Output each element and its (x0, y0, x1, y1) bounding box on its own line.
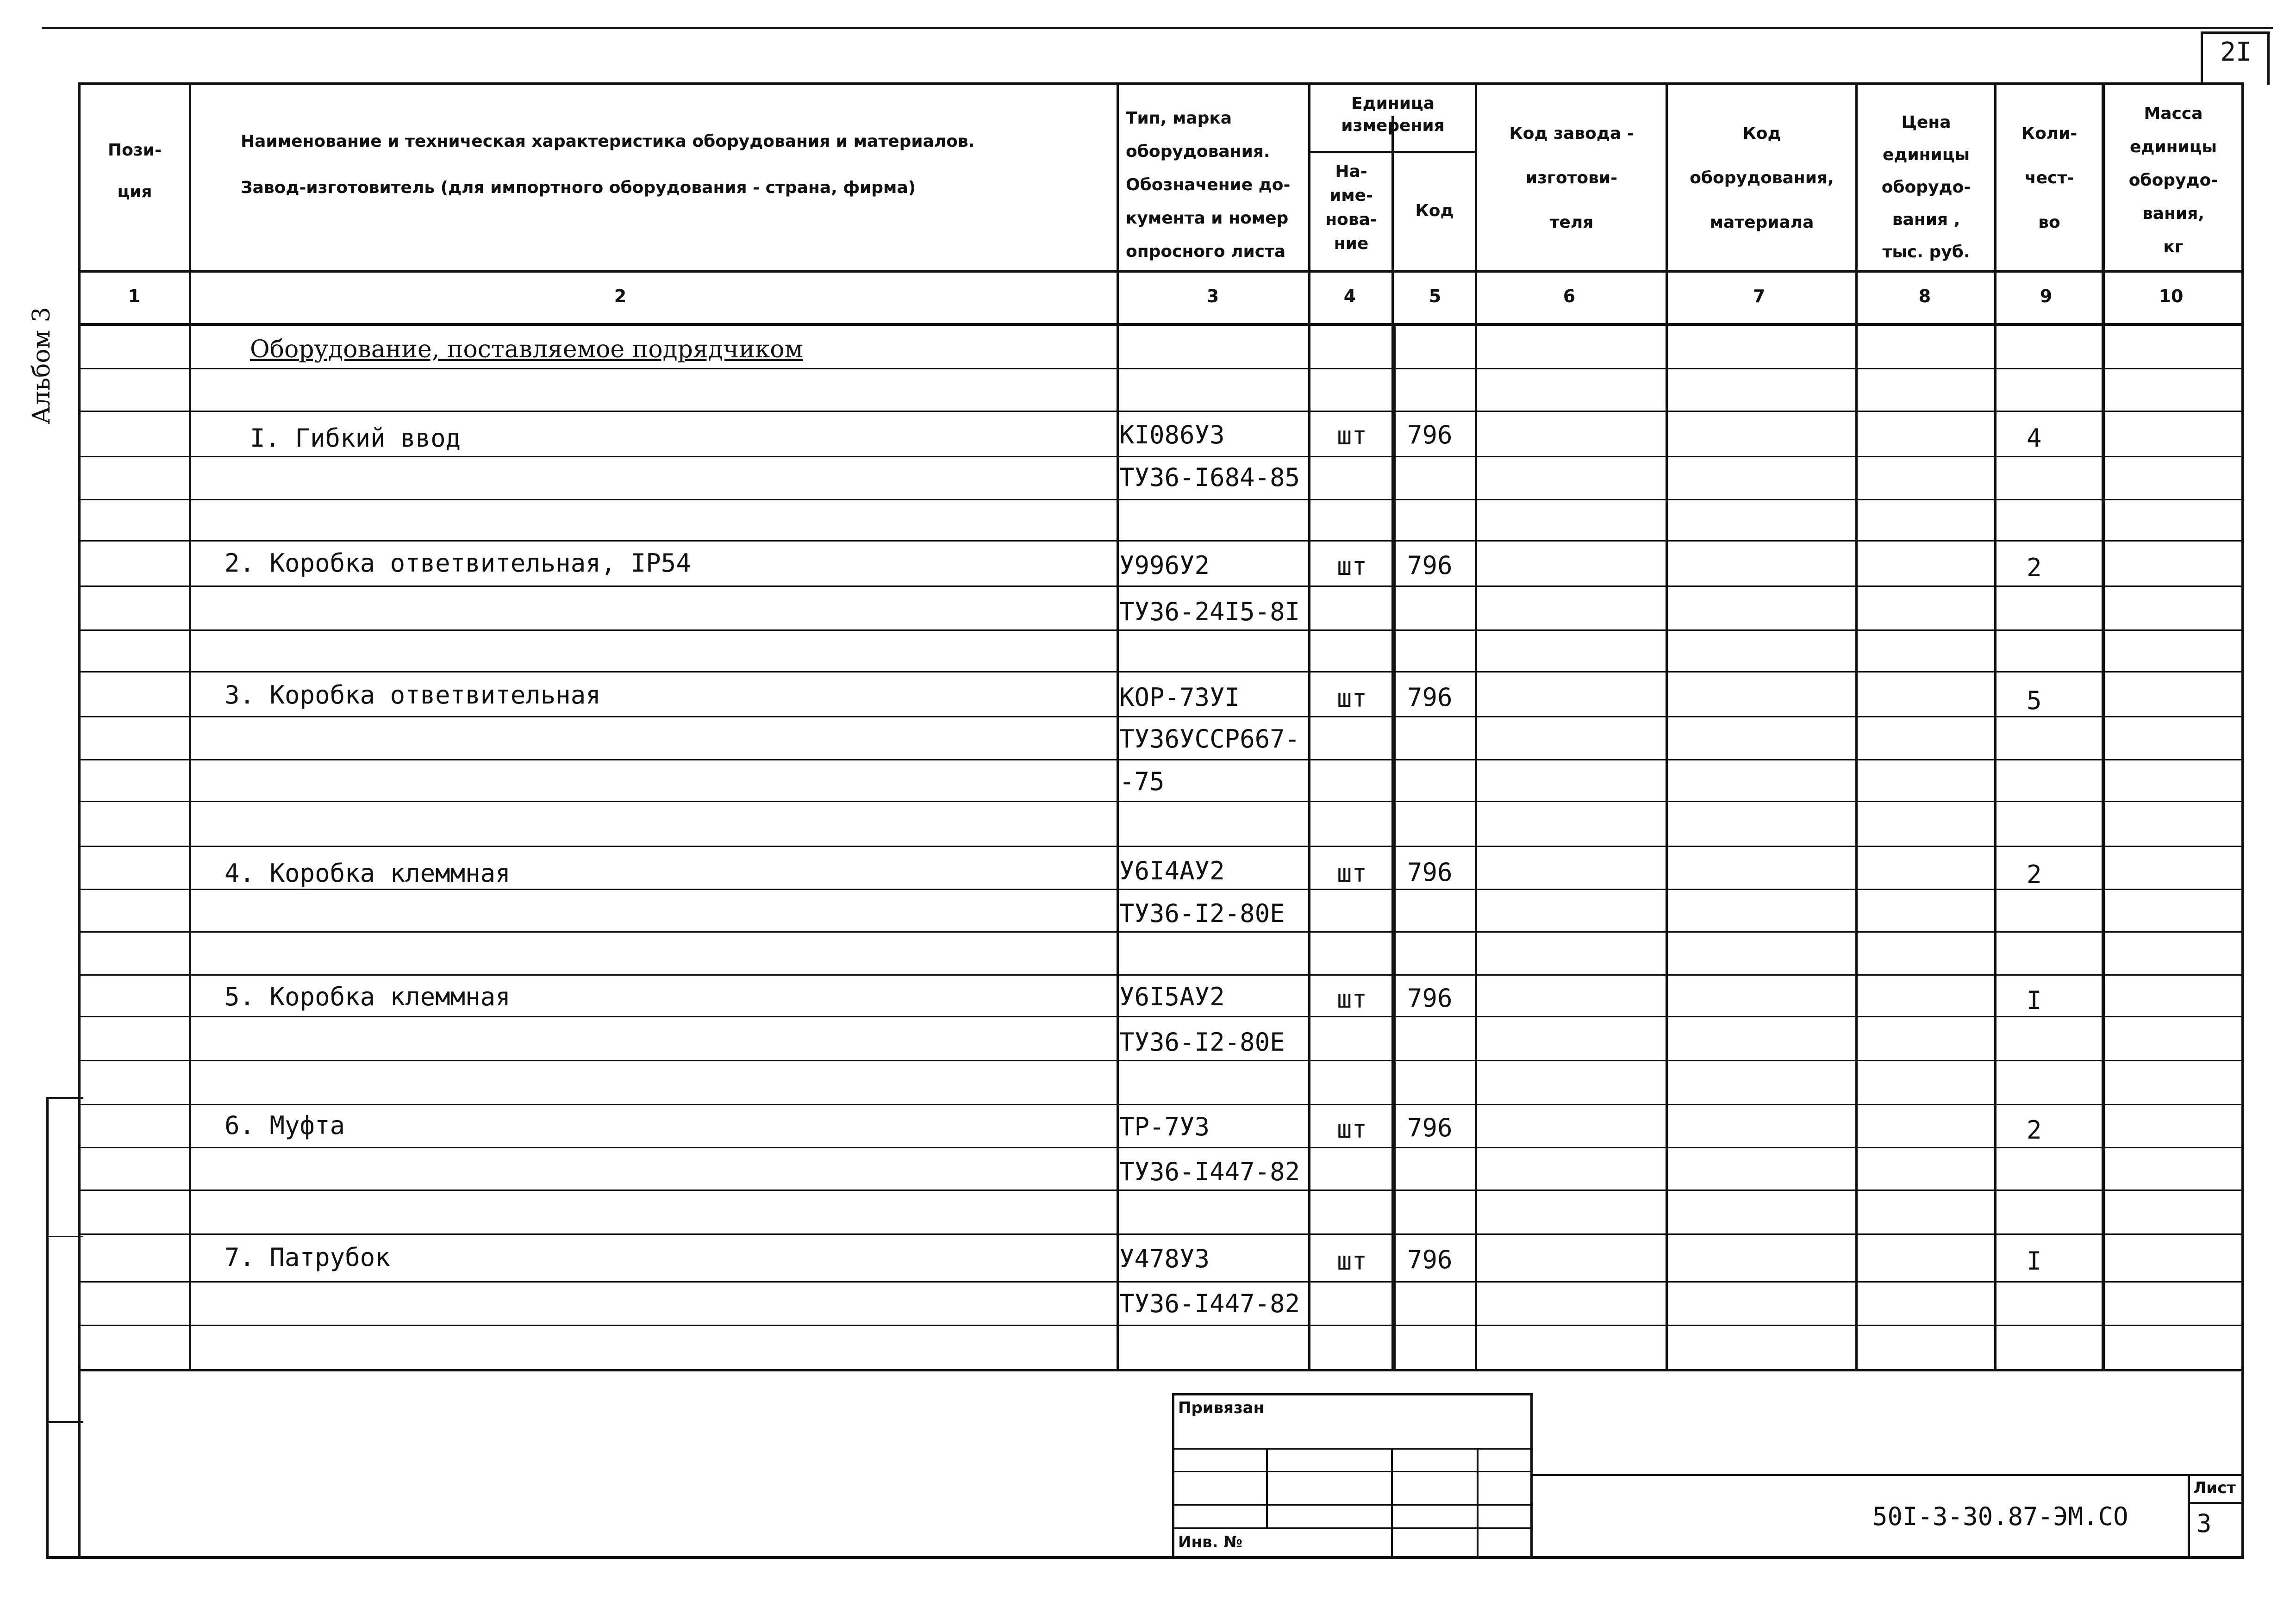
item-name: 3. Коробка ответвительная (225, 680, 601, 710)
item-code: 796 (1407, 1113, 1453, 1142)
item-unit: шт (1337, 859, 1367, 888)
item-code: 796 (1407, 858, 1453, 887)
header-type: Тип, марка оборудования. Обозначение до- кумента и номер опросного листа (1126, 109, 1291, 261)
item-doc: ТУ36-I447-82 (1119, 1289, 1300, 1318)
item-type: У6I4АУ2 (1119, 856, 1225, 885)
linked-label: Привязан (1178, 1399, 1265, 1417)
item-doc: ТУ36-I447-82 (1119, 1157, 1300, 1186)
col-number: 7 (1753, 286, 1766, 306)
col-number: 3 (1206, 286, 1219, 306)
header-position: Пози- ция (108, 141, 162, 201)
item-doc: ТУ36-I2-80Е (1119, 1028, 1285, 1057)
item-type: У6I5АУ2 (1119, 982, 1225, 1011)
item-type: У996У2 (1119, 551, 1210, 580)
item-qty: 5 (2027, 686, 2042, 715)
col-number: 2 (614, 286, 627, 306)
sheet-label: Лист (2193, 1479, 2236, 1497)
item-qty: 2 (2027, 860, 2042, 889)
document-code: 50I-3-30.87-ЭМ.СО (1872, 1502, 2128, 1531)
item-doc-continued: -75 (1119, 767, 1165, 796)
header-unit-code: Код (1415, 201, 1454, 220)
item-qty: 2 (2027, 1115, 2042, 1145)
item-doc: ТУ36-I684-85 (1119, 463, 1300, 492)
album-side-label: Альбом 3 (28, 307, 56, 424)
item-qty: I (2027, 1246, 2042, 1276)
item-doc: ТУ36УССР667- (1119, 724, 1300, 754)
col-number: 5 (1429, 286, 1441, 306)
sheet-corner-number: 2I (2220, 37, 2252, 67)
item-type: КОР-73УI (1119, 683, 1240, 712)
inventory-number-label: Инв. № (1178, 1533, 1243, 1551)
item-name: 6. Муфта (225, 1111, 345, 1140)
item-doc: ТУ36-I2-80Е (1119, 899, 1285, 928)
item-unit: шт (1337, 552, 1367, 581)
header-name-line2: Завод-изготовитель (для импортного оборудования - страна, фирма) (241, 178, 916, 197)
item-type: У478У3 (1119, 1244, 1210, 1273)
item-qty: 4 (2027, 423, 2042, 453)
item-qty: I (2027, 986, 2042, 1015)
item-code: 796 (1407, 551, 1453, 580)
item-code: 796 (1407, 420, 1453, 449)
section-title: Оборудование, поставляемое подрядчиком (250, 336, 804, 363)
item-unit: шт (1337, 1246, 1367, 1276)
item-doc: ТУ36-24I5-8I (1119, 597, 1300, 626)
sheet-number: 3 (2196, 1509, 2212, 1538)
item-name: 7. Патрубок (225, 1243, 390, 1272)
item-unit: шт (1337, 421, 1367, 450)
header-mass: Масса единицы оборудо- вания, кг (2128, 104, 2218, 256)
item-code: 796 (1407, 1245, 1453, 1274)
item-name: 4. Коробка клеммная (225, 859, 511, 888)
col-number: 1 (128, 286, 141, 306)
col-number: 8 (1918, 286, 1931, 306)
item-unit: шт (1337, 1115, 1367, 1144)
header-factory-code: Код завода - изготови- теля (1509, 124, 1634, 232)
header-name-line1: Наименование и техническая характеристика оборудования и материалов. (241, 132, 975, 151)
item-unit: шт (1337, 684, 1367, 713)
header-quantity: Коли- чест- во (2021, 124, 2078, 232)
item-name: 5. Коробка клеммная (225, 982, 511, 1011)
item-name: I. Гибкий ввод (250, 423, 461, 453)
item-qty: 2 (2027, 553, 2042, 582)
header-unit: Единица измерения (1341, 94, 1445, 135)
item-type: ТР-7У3 (1119, 1112, 1210, 1141)
item-name: 2. Коробка ответвительная, IP54 (225, 548, 691, 578)
item-unit: шт (1337, 984, 1367, 1014)
col-number: 4 (1343, 286, 1356, 306)
item-code: 796 (1407, 683, 1453, 712)
header-equipment-code: Код оборудования, материала (1690, 124, 1834, 232)
col-number: 10 (2159, 286, 2184, 306)
col-number: 6 (1563, 286, 1576, 306)
item-code: 796 (1407, 984, 1453, 1013)
header-unit-name: На- име- нова- ние (1325, 162, 1377, 253)
item-type: KI086У3 (1119, 420, 1225, 449)
col-number: 9 (2040, 286, 2053, 306)
header-price: Цена единицы оборудо- вания , тыс. руб. (1881, 113, 1971, 262)
